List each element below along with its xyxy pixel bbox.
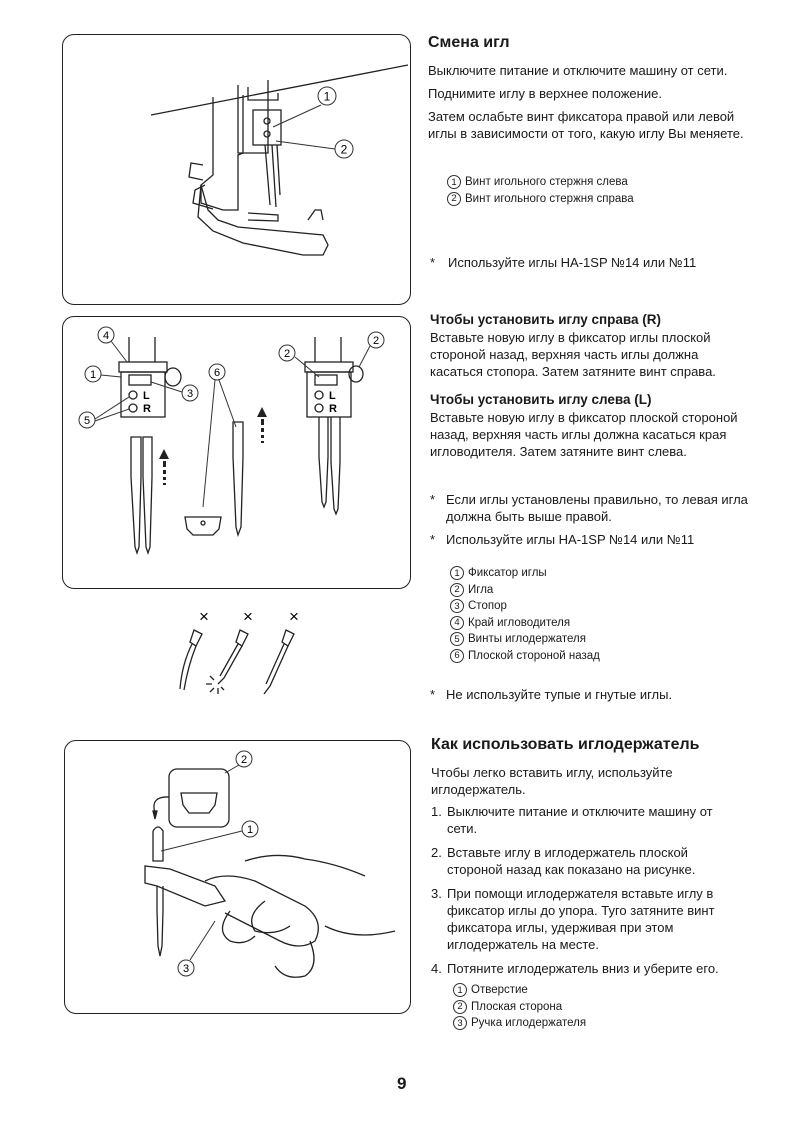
section-title-changing-needles: Смена игл [428,34,510,51]
wrong-mark-damaged: × [289,607,299,626]
svg-text:2: 2 [283,348,291,360]
steps-list [431,803,731,984]
note-blunt-needles: * Не используйте тупые и гнутые иглы. [430,687,673,702]
svg-text:5: 5 [83,415,91,427]
list-item: 1. Выключите питание и отключите машину от сети. [431,804,713,836]
paragraph-loosen-screw: Затем ослабьте винт фиксатора правой или левой иглы в зависимости от того, какую иглу Вы меняете. [428,109,744,141]
section-title-needle-holder: Как использовать иглодержатель [431,736,700,753]
wrong-mark-blunt: × [243,607,253,626]
svg-text:3: 3 [186,388,194,400]
label-l-right: L [329,390,336,402]
svg-text:3: 3 [182,963,190,975]
label-r-left: R [143,403,151,415]
legend-item: 1 Винт игольного стержня слева [447,174,634,191]
callout-1: 1 [323,89,331,104]
legend-item: 3 Стопор [450,598,600,615]
needle-install-illustration [63,317,412,590]
legend-item: 6 Плоской стороной назад [450,648,600,665]
callout-2: 2 [340,142,348,157]
note-needle-type-1: * Используйте иглы HA-1SP №14 или №11 [430,255,697,270]
legend-item: 5 Винты иглодержателя [450,631,600,648]
paragraph-holder-intro: Чтобы легко вставить иглу, используйте иглодержатель. [431,765,673,797]
svg-text:2: 2 [372,335,380,347]
paragraph-install-right: Вставьте новую иглу в фиксатор иглы плоской стороной назад, верхняя часть иглы должна касаться стопора. Затем затяните винт справа. [430,330,716,379]
legend-item: 2 Игла [450,582,600,599]
wrong-mark-bent: × [199,607,209,626]
figure-needle-holder [64,740,411,1014]
list-item: 4. Потяните иглодержатель вниз и уберите его. [431,961,719,976]
legend-item: 1 Фиксатор иглы [450,565,600,582]
note-needle-height: * Если иглы установлены правильно, то левая игла должна быть выше правой. [430,492,748,524]
note-needle-type-2: * Используйте иглы HA-1SP №14 или №11 [430,532,695,547]
paragraph-power-off: Выключите питание и отключите машину от сети. [428,63,728,78]
figure-needle-install [62,316,411,589]
paragraph-install-left: Вставьте новую иглу в фиксатор плоской стороной назад, верхняя часть иглы должна касаться края игловодителя. Затем затяните винт слева. [430,410,738,459]
label-r-right: R [329,403,337,415]
svg-text:1: 1 [89,369,97,381]
heading-install-left: Чтобы установить иглу слева (L) [430,392,652,407]
label-l-left: L [143,390,150,402]
svg-text:1: 1 [246,824,254,836]
legend-item: 2 Плоская сторона [453,999,586,1016]
needle-holder-illustration [65,741,412,1015]
paragraph-raise-needle: Поднимите иглу в верхнее положение. [428,86,662,101]
list-item: 2. Вставьте иглу в иглодержатель плоской стороной назад как показано на рисунке. [431,845,696,877]
svg-text:6: 6 [213,367,221,379]
svg-text:4: 4 [102,330,110,342]
legend-item: 4 Край игловодителя [450,615,600,632]
svg-text:2: 2 [240,754,248,766]
heading-install-right: Чтобы установить иглу справа (R) [430,312,662,327]
legend-item: 1 Отверстие [453,982,586,999]
legend-section3 [453,982,586,1032]
wrong-needles-illustration [168,604,318,704]
legend-item: 2 Винт игольного стержня справа [447,191,634,208]
page-number: 9 [397,1074,407,1093]
needle-bar-illustration [63,35,412,306]
legend-section2 [450,565,600,664]
list-item: 3. При помощи иглодержателя вставьте иглу в фиксатор иглы до упора. Туго затяните винт фиксатора иглы, удерживая при этом иглодержатель на месте. [431,886,715,952]
figure-needle-bar-screws [62,34,411,305]
legend-section1 [447,174,634,207]
legend-item: 3 Ручка иглодержателя [453,1015,586,1032]
